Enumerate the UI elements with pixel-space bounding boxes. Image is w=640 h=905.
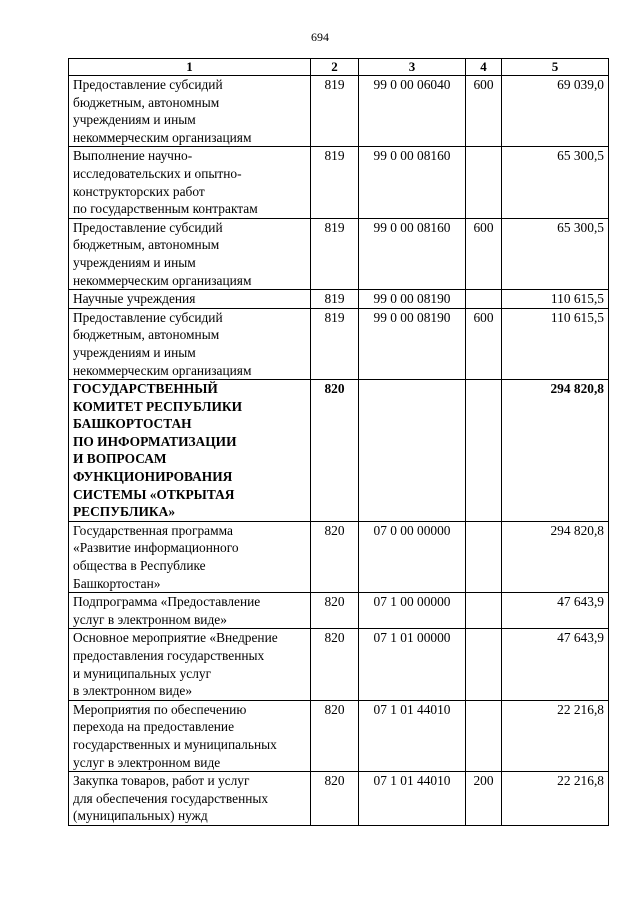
table-header (69, 59, 609, 76)
budget-table (68, 58, 609, 826)
row-name-line: Предоставление субсидий (73, 219, 223, 235)
table-row (69, 308, 609, 379)
expense-type (466, 593, 502, 629)
department-code: 820 (311, 593, 359, 629)
row-name-line: услуг в электронном виде» (73, 611, 227, 627)
row-name-line: учреждениям и иным (73, 344, 196, 360)
row-name-line: Выполнение научно- (73, 148, 193, 164)
department-code: 819 (311, 308, 359, 379)
row-name (69, 76, 311, 147)
amount: 65 300,5 (502, 147, 609, 218)
table-row (69, 772, 609, 826)
column-header-5: 5 (502, 59, 609, 76)
target-article: 07 0 00 00000 (359, 521, 466, 592)
expense-type (466, 380, 502, 522)
row-name (69, 772, 311, 826)
row-name-line: КОМИТЕТ РЕСПУБЛИКИ (73, 398, 243, 414)
department-code: 820 (311, 380, 359, 522)
header-row (69, 59, 609, 76)
target-article: 99 0 00 08190 (359, 290, 466, 309)
row-name-line: учреждениям и иным (73, 112, 196, 128)
row-name-line: бюджетным, автономным (73, 94, 220, 110)
amount: 294 820,8 (502, 521, 609, 592)
amount: 47 643,9 (502, 629, 609, 700)
target-article: 99 0 00 08160 (359, 147, 466, 218)
row-name (69, 521, 311, 592)
row-name-line: РЕСПУБЛИКА» (73, 504, 176, 520)
row-name-line: бюджетным, автономным (73, 327, 220, 343)
row-name-line: некоммерческим организациям (73, 129, 252, 145)
amount: 65 300,5 (502, 218, 609, 289)
row-name-line: некоммерческим организациям (73, 272, 252, 288)
row-name-line: некоммерческим организациям (73, 362, 252, 378)
row-name-line: Основное мероприятие «Внедрение (73, 630, 278, 646)
row-name-line: общества в Республике (73, 558, 206, 574)
target-article: 99 0 00 08160 (359, 218, 466, 289)
target-article: 07 1 00 00000 (359, 593, 466, 629)
row-name-line: и муниципальных услуг (73, 665, 212, 681)
row-name (69, 700, 311, 771)
target-article: 99 0 00 06040 (359, 76, 466, 147)
row-name (69, 290, 311, 309)
row-name-line: услуг в электронном виде (73, 754, 221, 770)
target-article: 99 0 00 08190 (359, 308, 466, 379)
row-name-line: Предоставление субсидий (73, 77, 223, 92)
department-code: 819 (311, 76, 359, 147)
row-name-line: конструкторских работ (73, 183, 205, 199)
row-name-line: ПО ИНФОРМАТИЗАЦИИ (73, 433, 237, 449)
department-code: 820 (311, 521, 359, 592)
row-name-line: для обеспечения государственных (73, 790, 269, 806)
column-header-4: 4 (466, 59, 502, 76)
table-row (69, 147, 609, 218)
row-name-line: Предоставление субсидий (73, 309, 223, 325)
department-code: 819 (311, 147, 359, 218)
row-name-line: ФУНКЦИОНИРОВАНИЯ (73, 469, 233, 485)
row-name-line: по государственным контрактам (73, 201, 258, 217)
row-name-line: Научные учреждения (73, 291, 196, 307)
row-name-line: учреждениям и иным (73, 254, 196, 270)
row-name-line: (муниципальных) нужд (73, 808, 208, 824)
table-row (69, 593, 609, 629)
table-row (69, 218, 609, 289)
amount: 110 615,5 (502, 290, 609, 309)
column-header-1: 1 (69, 59, 311, 76)
target-article: 07 1 01 44010 (359, 772, 466, 826)
amount: 69 039,0 (502, 76, 609, 147)
row-name-line: СИСТЕМЫ «ОТКРЫТАЯ (73, 486, 235, 502)
table-row (69, 290, 609, 309)
department-code: 820 (311, 772, 359, 826)
row-name (69, 308, 311, 379)
department-code: 819 (311, 218, 359, 289)
row-name-line: И ВОПРОСАМ (73, 451, 167, 467)
row-name (69, 380, 311, 522)
target-article: 07 1 01 44010 (359, 700, 466, 771)
amount: 47 643,9 (502, 593, 609, 629)
row-name-line: бюджетным, автономным (73, 237, 220, 253)
table-row (69, 380, 609, 522)
row-name-line: предоставления государственных (73, 648, 265, 663)
department-code: 820 (311, 700, 359, 771)
row-name-line: «Развитие информационного (73, 540, 239, 556)
table-row (69, 521, 609, 592)
expense-type (466, 700, 502, 771)
row-name (69, 629, 311, 700)
table-row (69, 629, 609, 700)
row-name-line: Закупка товаров, работ и услуг (73, 773, 250, 789)
expense-type: 200 (466, 772, 502, 826)
row-name-line: исследовательских и опытно- (73, 165, 242, 181)
column-header-2: 2 (311, 59, 359, 76)
target-article (359, 380, 466, 522)
department-code: 819 (311, 290, 359, 309)
row-name-line: государственных и муниципальных (73, 736, 277, 752)
row-name-line: перехода на предоставление (73, 719, 235, 735)
expense-type (466, 521, 502, 592)
amount: 22 216,8 (502, 772, 609, 826)
amount: 110 615,5 (502, 308, 609, 379)
expense-type: 600 (466, 76, 502, 147)
expense-type: 600 (466, 218, 502, 289)
row-name-line: Подпрограмма «Предоставление (73, 594, 261, 610)
department-code: 820 (311, 629, 359, 700)
row-name-line: ГОСУДАРСТВЕННЫЙ (73, 381, 218, 397)
row-name-line: Башкортостан» (73, 575, 161, 591)
expense-type (466, 629, 502, 700)
table-row (69, 700, 609, 771)
row-name (69, 147, 311, 218)
target-article: 07 1 01 00000 (359, 629, 466, 700)
row-name-line: Государственная программа (73, 522, 233, 538)
row-name-line: БАШКОРТОСТАН (73, 416, 192, 432)
row-name-line: в электронном виде» (73, 683, 193, 699)
amount: 294 820,8 (502, 380, 609, 522)
page-number: 694 (311, 30, 329, 44)
column-header-3: 3 (359, 59, 466, 76)
row-name (69, 218, 311, 289)
amount: 22 216,8 (502, 700, 609, 771)
table-body (69, 76, 609, 826)
expense-type (466, 147, 502, 218)
row-name-line: Мероприятия по обеспечению (73, 701, 247, 717)
expense-type: 600 (466, 308, 502, 379)
expense-type (466, 290, 502, 309)
row-name (69, 593, 311, 629)
table-row (69, 76, 609, 147)
